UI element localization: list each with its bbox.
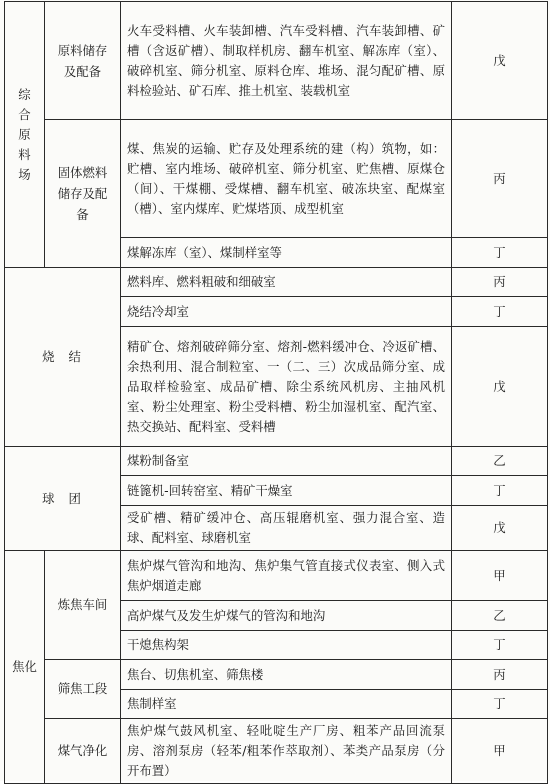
description-cell: 高炉煤气及发生炉煤气的管沟和地沟 bbox=[121, 601, 452, 631]
hazard-class-cell: 丁 bbox=[452, 631, 548, 660]
description-cell: 火车受料槽、火车装卸槽、汽车受料槽、汽车装卸槽、矿槽（含返矿槽）、制取样机房、翻车机室、解冻库（室）、破碎机室、筛分机室、原料仓库、堆场、混匀配矿槽、原料检验站、矿石库、推土机室、装载机室 bbox=[121, 2, 452, 120]
hazard-class-cell: 戊 bbox=[452, 327, 548, 447]
description-cell: 链篦机-回转窑室、精矿干燥室 bbox=[121, 476, 452, 506]
description-cell: 烧结冷却室 bbox=[121, 297, 452, 327]
description-cell: 焦制样室 bbox=[121, 690, 452, 719]
subcategory-cell: 煤气净化 bbox=[45, 719, 121, 784]
description-cell: 煤粉制备室 bbox=[121, 447, 452, 476]
table-row bbox=[5, 447, 548, 476]
hazard-class-cell: 乙 bbox=[452, 447, 548, 476]
hazard-class-cell: 丙 bbox=[452, 660, 548, 690]
hazard-class-cell: 丁 bbox=[452, 690, 548, 719]
table-row bbox=[5, 120, 548, 238]
hazard-class-cell: 戊 bbox=[452, 506, 548, 551]
hazard-class-cell: 丙 bbox=[452, 268, 548, 297]
hazard-class-cell: 丁 bbox=[452, 476, 548, 506]
description-cell: 受矿槽、精矿缓冲仓、高压辊磨机室、强力混合室、造球、配料室、球磨机室 bbox=[121, 506, 452, 551]
subcategory-cell: 固体燃料储存及配备 bbox=[45, 120, 121, 268]
subcategory-cell: 筛焦工段 bbox=[45, 660, 121, 719]
hazard-class-cell: 丁 bbox=[452, 238, 548, 268]
category-cell: 烧结 bbox=[5, 268, 121, 447]
hazard-class-cell: 丁 bbox=[452, 297, 548, 327]
category-cell: 焦化 bbox=[5, 551, 45, 784]
category-cell: 球团 bbox=[5, 447, 121, 551]
fire-hazard-classification-table bbox=[4, 1, 548, 784]
hazard-class-cell: 戊 bbox=[452, 2, 548, 120]
hazard-class-cell: 乙 bbox=[452, 601, 548, 631]
subcategory-cell: 炼焦车间 bbox=[45, 551, 121, 660]
table-row bbox=[5, 719, 548, 784]
description-cell: 焦炉煤气鼓风机室、轻吡啶生产厂房、粗苯产品回流泵房、溶剂泵房（轻苯/粗苯作萃取剂）、苯类产品泵房（分开布置） bbox=[121, 719, 452, 784]
description-cell: 燃料库、燃料粗破和细破室 bbox=[121, 268, 452, 297]
category-cell: 综合原料场 bbox=[5, 2, 45, 268]
description-cell: 干熄焦构架 bbox=[121, 631, 452, 660]
hazard-class-cell: 丙 bbox=[452, 120, 548, 238]
description-cell: 焦台、切焦机室、筛焦楼 bbox=[121, 660, 452, 690]
subcategory-cell: 原料储存及配备 bbox=[45, 2, 121, 120]
table-row bbox=[5, 551, 548, 601]
description-cell: 煤、焦炭的运输、贮存及处理系统的建（构）筑物，如：贮槽、室内堆场、破碎机室、筛分机室、贮焦槽、原煤仓（间）、干煤棚、受煤槽、翻车机室、破冻块室、配煤室（槽）、室内煤库、贮煤塔顶、成型机室 bbox=[121, 120, 452, 238]
hazard-class-cell: 甲 bbox=[452, 719, 548, 784]
table-row bbox=[5, 2, 548, 120]
description-cell: 焦炉煤气管沟和地沟、焦炉集气管直接式仪表室、侧入式焦炉烟道走廊 bbox=[121, 551, 452, 601]
table-row bbox=[5, 660, 548, 690]
description-cell: 煤解冻库（室）、煤制样室等 bbox=[121, 238, 452, 268]
description-cell: 精矿仓、熔剂破碎筛分室、熔剂-燃料缓冲仓、冷返矿槽、余热利用、混合制粒室、一（二、三）次成品筛分室、成品取样检验室、成品矿槽、除尘系统风机房、主抽风机室、粉尘处理室、粉尘受料槽、粉尘加湿机室、配汽室、热交换站、配料室、受料槽 bbox=[121, 327, 452, 447]
table-row bbox=[5, 268, 548, 297]
hazard-class-cell: 甲 bbox=[452, 551, 548, 601]
